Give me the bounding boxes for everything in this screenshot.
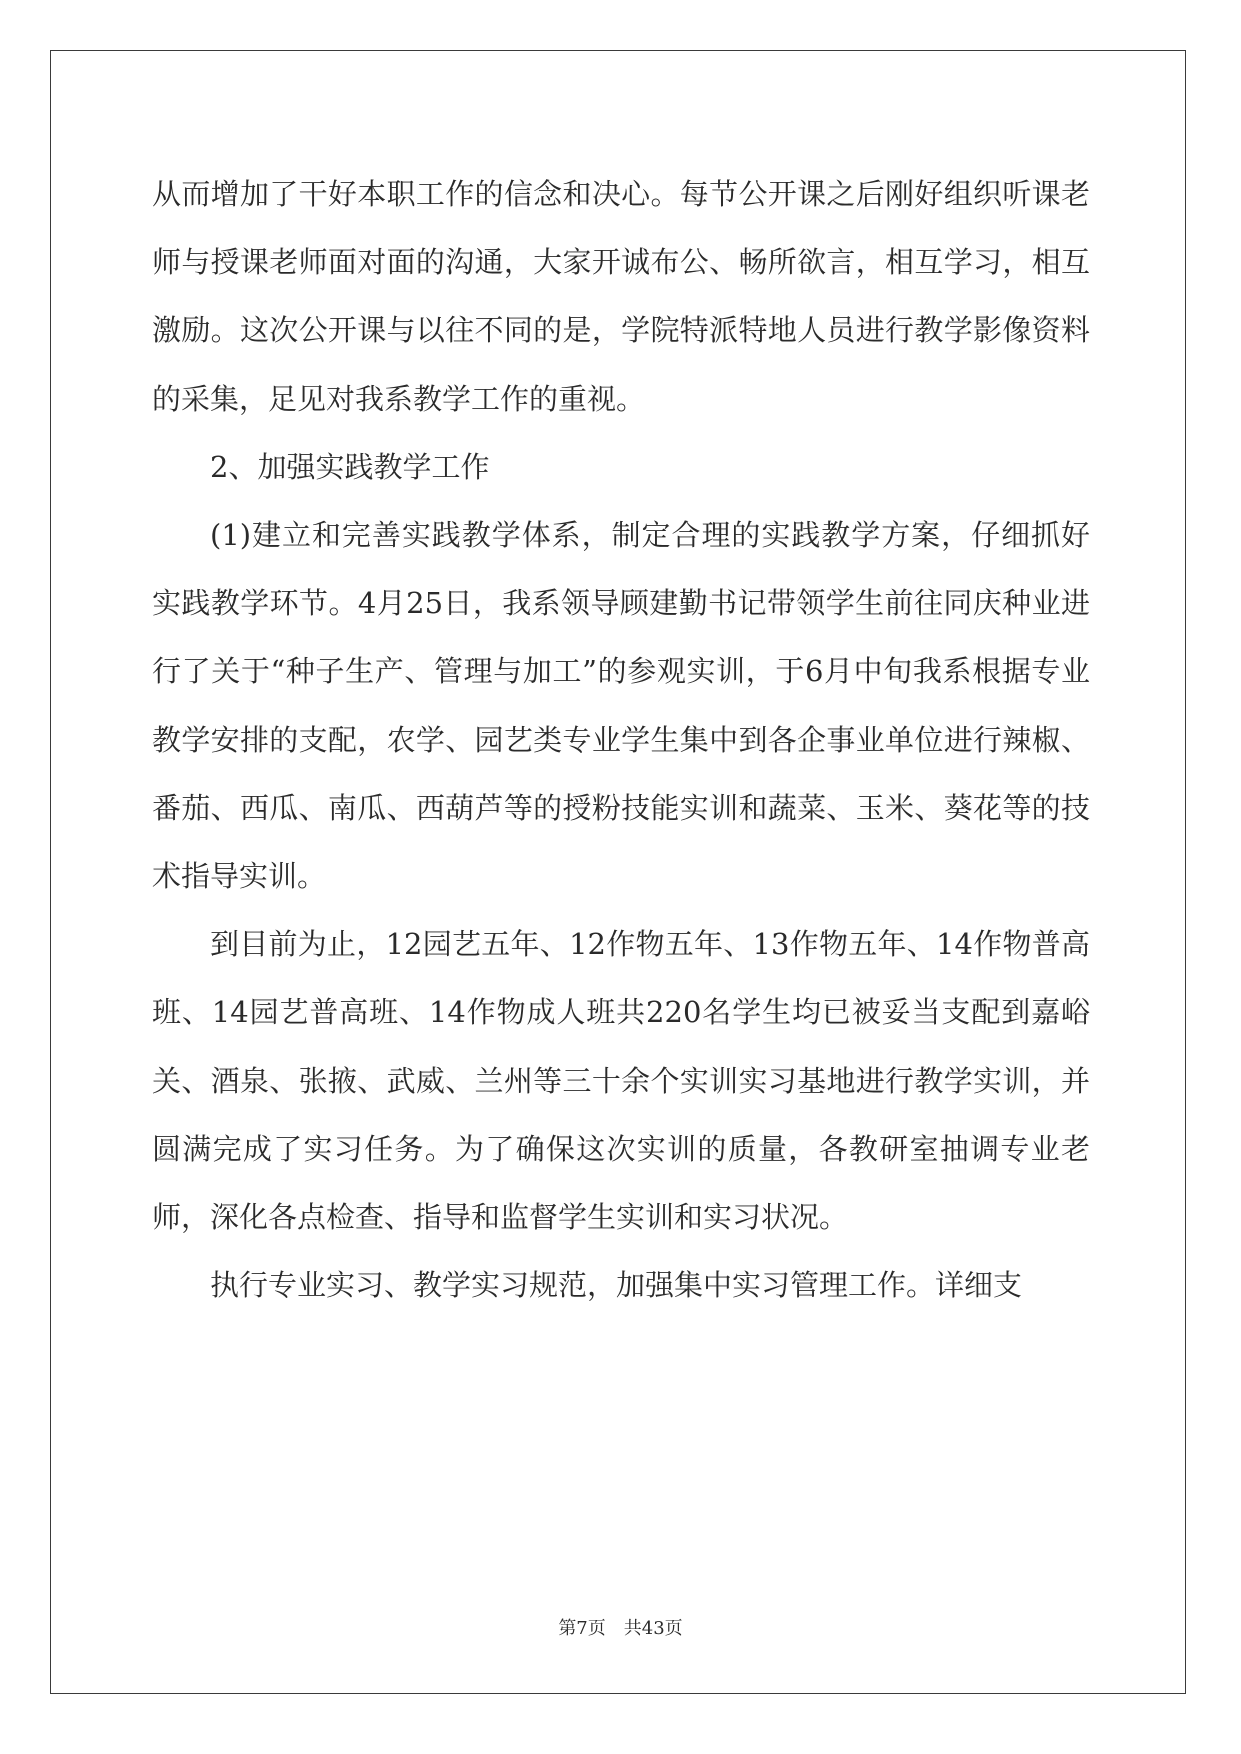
paragraph-internship-rules: 执行专业实习、教学实习规范，加强集中实习管理工作。详细支 <box>210 1268 1023 1303</box>
paragraph-student-placement: 到目前为止，12园艺五年、12作物五年、13作物五年、14作物普高班、14园艺普高班、14作物成人班共220名学生均已被妥当支配到嘉峪关、酒泉、张掖、武威、兰州等三十余个实训实习基地进行教学实训，并圆满完成了实习任务。为了确保这次实训的质量，各教研室抽调专业老师，深化各点检查、指导和监督学生实训和实习状况。 <box>152 927 1090 1235</box>
section-heading: 2、加强实践教学工作 <box>210 449 490 484</box>
paragraph-continuation: 从而增加了干好本职工作的信念和决心。每节公开课之后刚好组织听课老师与授课老师面对面的沟通，大家开诚布公、畅所欲言，相互学习，相互激励。这次公开课与以往不同的是，学院特派特地人员进行教学影像资料的采集，足见对我系教学工作的重视。 <box>152 177 1090 416</box>
paragraph-practice-system: (1)建立和完善实践教学体系，制定合理的实践教学方案，仔细抓好实践教学环节。4月25日，我系领导顾建勤书记带领学生前往同庆种业进行了关于“种子生产、管理与加工”的参观实训，于6月中旬我系根据专业教学安排的支配，农学、园艺类专业学生集中到各企事业单位进行辣椒、番茄、西瓜、南瓜、西葫芦等的授粉技能实训和蔬菜、玉米、葵花等的技术指导实训。 <box>152 518 1090 894</box>
document-body <box>152 160 1090 1319</box>
page-number-footer: 第7页 共43页 <box>558 1618 683 1639</box>
